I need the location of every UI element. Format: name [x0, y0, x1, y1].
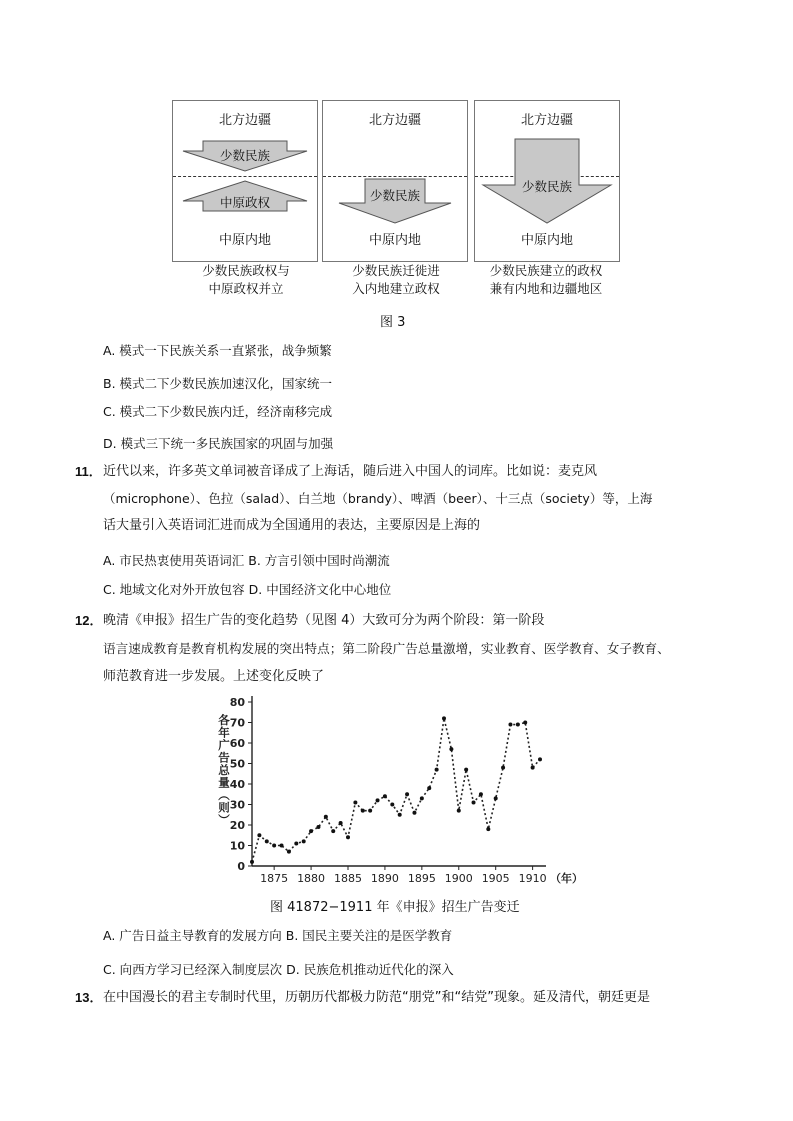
figure3-panel-2 — [322, 100, 468, 262]
data-point — [287, 850, 291, 854]
y-tick-label: 30 — [229, 798, 245, 812]
q12-stem-line1: 晚清《申报》招生广告的变化趋势（见图 4）大致可分为两个阶段：第一阶段 — [103, 613, 545, 628]
arrow-label-minority: 少数民族 — [369, 188, 420, 203]
caption-line: 少数民族迁徙进 — [352, 263, 440, 278]
q12-options-cd: C. 向西方学习已经深入制度层次 D. 民族危机推动近代化的深入 — [103, 962, 454, 977]
q13-stem-line1: 在中国漫长的君主专制时代里，历朝历代都极力防范“朋党”和“结党”现象。延及清代，朝廷更是 — [103, 990, 650, 1005]
data-point — [309, 829, 313, 833]
q10-option-d: D. 模式三下统一多民族国家的巩固与加强 — [103, 436, 334, 451]
data-point — [479, 792, 483, 796]
data-point — [420, 796, 424, 800]
data-point — [376, 798, 380, 802]
data-point — [508, 723, 512, 727]
data-point — [464, 768, 468, 772]
q12-stem-line2: 语言速成教育是教育机构发展的突出特点；第二阶段广告总量激增，实业教育、医学教育、女子教育、 — [103, 641, 670, 656]
q11-number: 11． — [75, 464, 102, 479]
data-point — [257, 833, 261, 837]
q10-option-b: B. 模式二下少数民族加速汉化，国家统一 — [103, 376, 333, 391]
y-tick-label: 80 — [229, 696, 245, 709]
data-point — [280, 844, 284, 848]
q12-stem-line3: 师范教育进一步发展。上述变化反映了 — [103, 669, 325, 684]
data-point — [501, 766, 505, 770]
data-point — [435, 768, 439, 772]
q10-option-c: C. 模式二下少数民族内迁，经济南移完成 — [103, 404, 333, 419]
data-point — [523, 721, 527, 725]
data-point — [272, 844, 276, 848]
y-tick-label: 50 — [229, 757, 245, 771]
q11-stem-line1: 近代以来，许多英文单词被音译成了上海话，随后进入中国人的词库。比如说：麦克风 — [103, 464, 598, 479]
panel-caption-3 — [466, 262, 626, 298]
y-tick-label: 40 — [229, 778, 245, 791]
data-point — [472, 800, 476, 804]
q11-options-cd: C. 地域文化对外开放包容 D. 中国经济文化中心地位 — [103, 582, 392, 597]
panel-caption-1 — [166, 262, 326, 298]
panel-top-label: 北方边疆 — [368, 113, 421, 128]
q11-options-ab: A. 市民热衷使用英语词汇 B. 方言引领中国时尚潮流 — [103, 553, 390, 568]
data-point — [516, 723, 520, 727]
figure4-caption: 图 41872−1911 年《申报》招生广告变迁 — [270, 900, 520, 915]
data-point — [265, 839, 269, 843]
y-tick-label: 70 — [229, 716, 245, 730]
caption-line: 入内地建立政权 — [352, 281, 440, 296]
data-point — [331, 829, 335, 833]
data-point — [294, 841, 298, 845]
x-tick-label: 1875 — [260, 872, 289, 885]
panel-top-label: 北方边疆 — [520, 113, 573, 128]
panel-top-label: 北方边疆 — [218, 113, 271, 128]
figure4-line-chart — [210, 690, 590, 890]
data-point — [405, 792, 409, 796]
arrow-label-minority: 少数民族 — [521, 179, 572, 194]
series-line — [252, 718, 540, 862]
data-point — [316, 825, 320, 829]
caption-line: 兼有内地和边疆地区 — [489, 281, 603, 296]
x-tick-label: 1895 — [407, 872, 436, 885]
data-point — [442, 716, 446, 720]
data-point — [486, 827, 490, 831]
data-point — [449, 747, 453, 751]
q11-stem-line2: （microphone）、色拉（salad）、白兰地（brandy）、啤酒（beer）、十三点（society）等，上海 — [103, 491, 653, 506]
arrow-label-minority: 少数民族 — [219, 148, 270, 163]
data-point — [346, 835, 350, 839]
data-point — [353, 800, 357, 804]
data-point — [302, 839, 306, 843]
caption-line: 少数民族建立的政权 — [489, 263, 603, 278]
caption-line: 少数民族政权与 — [202, 263, 290, 278]
data-point — [531, 766, 535, 770]
data-point — [390, 803, 394, 807]
q13-number: 13． — [75, 990, 103, 1005]
data-point — [398, 813, 402, 817]
caption-line: 中原政权并立 — [208, 281, 284, 296]
data-point — [427, 786, 431, 790]
panel-bottom-label: 中原内地 — [218, 233, 271, 248]
x-tick-label: 1890 — [370, 872, 399, 885]
y-tick-label: 20 — [229, 819, 245, 832]
panel-bottom-label: 中原内地 — [368, 233, 421, 248]
q11-stem-line3: 话大量引入英语词汇进而成为全国通用的表达，主要原因是上海的 — [103, 518, 481, 533]
figure3-panel-1 — [172, 100, 318, 262]
y-tick-label: 0 — [237, 860, 245, 873]
x-tick-label: 1900 — [444, 872, 473, 885]
data-point — [339, 821, 343, 825]
figure3-panel-3 — [474, 100, 620, 262]
y-tick-label: 60 — [229, 737, 245, 750]
data-point — [457, 809, 461, 813]
data-point — [324, 815, 328, 819]
data-point — [361, 809, 365, 813]
data-point — [494, 796, 498, 800]
data-point — [250, 860, 254, 864]
panel-caption-2 — [316, 262, 476, 298]
q12-options-ab: A. 广告日益主导教育的发展方向 B. 国民主要关注的是医学教育 — [103, 928, 453, 943]
x-tick-label: 1905 — [481, 872, 510, 885]
data-point — [368, 809, 372, 813]
y-tick-label: 10 — [229, 839, 245, 853]
data-point — [383, 794, 387, 798]
x-tick-label: 1885 — [334, 872, 362, 885]
figure3-caption: 图 3 — [380, 315, 406, 330]
data-point — [412, 811, 416, 815]
q10-option-a: A. 模式一下民族关系一直紧张，战争频繁 — [103, 343, 332, 358]
x-axis-label: （年） — [550, 872, 583, 885]
panel-bottom-label: 中原内地 — [520, 233, 573, 248]
x-tick-label: 1880 — [297, 872, 326, 885]
y-axis-label: 各年广告总量（则） — [217, 714, 231, 827]
arrow-label-central: 中原政权 — [219, 195, 270, 210]
x-tick-label: 1910 — [518, 872, 547, 885]
q12-number: 12． — [75, 613, 103, 628]
data-point — [538, 757, 542, 761]
